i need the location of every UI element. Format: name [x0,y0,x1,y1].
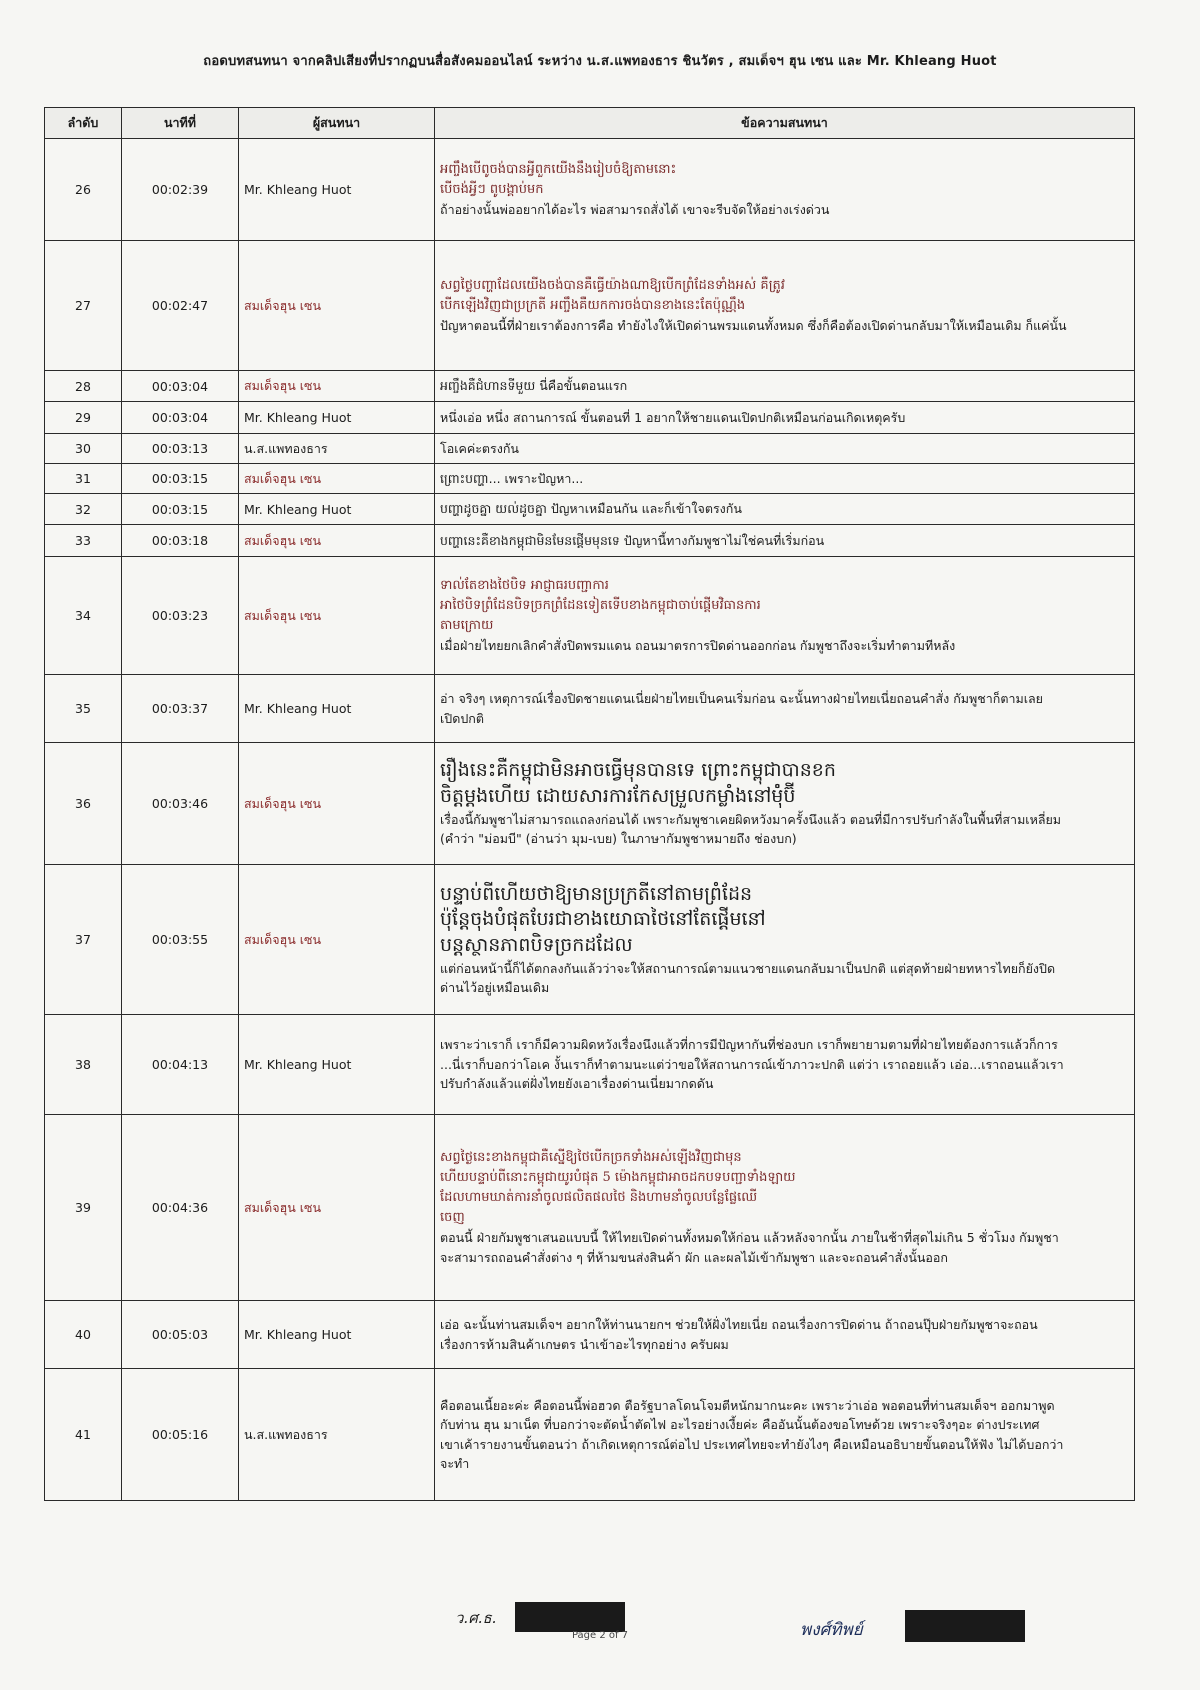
row-timestamp: 00:02:47 [122,241,239,371]
row-timestamp: 00:03:37 [122,675,239,743]
message-line: เอ่อ ฉะนั้นท่านสมเด็จฯ อยากให้ท่านนายกฯ ช่วยให้ฝั่งไทยเนี่ย ถอนเรื่องการปิดด่าน ถ้าถอนปุ๊บฝ่ายกัมพูชาจะถอน [440,1317,1038,1333]
message-line-khmer: ចេញ [440,1210,465,1226]
row-speaker: สมเด็จฮุน เซน [239,557,435,675]
message-line-khmer: ចិត្តម្តងហើយ ដោយសារការកែសម្រួលកម្លាំងនៅម៉ុំប៊ី [440,785,796,808]
row-speaker: สมเด็จฮุน เซน [239,371,435,402]
row-message [435,1115,1135,1301]
row-message [435,402,1135,434]
message-line: หนึ่งเอ่อ หนึ่ง สถานการณ์ ขั้นตอนที่ 1 อยากให้ชายแดนเปิดปกติเหมือนก่อนเกิดเหตุครับ [440,409,906,425]
row-speaker: สมเด็จฮุน เซน [239,241,435,371]
table-row [45,402,1135,434]
row-message [435,494,1135,525]
row-timestamp: 00:03:55 [122,865,239,1015]
document-title: ถอดบทสนทนา จากคลิปเสียงที่ปรากฏบนสื่อสังคมออนไลน์ ระหว่าง น.ส.แพทองธาร ชินวัตร , สมเด็จฯ ฮุน เซน และ Mr. Khleang Huot [203,54,997,69]
message-line: จะทำ [440,1455,470,1471]
message-line: បញ្ហានេះគឺខាងកម្ពុជាមិនមែនផ្តើមមុនទេ ปัญหานี้ทางกัมพูชาไม่ใช่คนที่เริ่มก่อน [440,532,825,548]
row-speaker: สมเด็จฮุน เซน [239,525,435,557]
message-line-khmer: អាថៃបិទព្រំដែនបិទច្រកព្រំដែនទៀតទើបខាងកម្ពុជាចាប់ផ្តើមវិធានការ [440,597,761,613]
table-header-row [45,108,1135,139]
row-number: 36 [45,743,122,865]
row-number: 39 [45,1115,122,1301]
row-number: 41 [45,1369,122,1501]
message-line-khmer: បើចង់អ្វីៗ ពូបង្គាប់មក [440,181,544,197]
row-message [435,241,1135,371]
row-message [435,865,1135,1015]
row-message [435,525,1135,557]
row-number: 38 [45,1015,122,1115]
header-time: นาทีที่ [122,108,239,139]
row-message [435,557,1135,675]
message-line: ถ้าอย่างนั้นพ่ออยากได้อะไร พ่อสามารถสั่งได้ เขาจะรีบจัดให้อย่างเร่งด่วน [440,201,830,217]
message-line: กับท่าน ฮุน มาเน็ต ที่บอกว่าจะตัดน้ำตัดไฟ อะไรอย่างเงี้ยค่ะ คืออันนั้นต้องขอโทษด้วย เพราะจริงๆอะ ต่างประเทศ [440,1417,1040,1433]
signature-right-text: พงศ์ทิพย์ [800,1620,863,1640]
row-number: 26 [45,139,122,241]
message-line: เมื่อฝ่ายไทยยกเลิกคำสั่งปิดพรมแดน ถอนมาตรการปิดด่านออกก่อน กัมพูชาถึงจะเริ่มทำตามทีหลัง [440,638,956,654]
message-line-khmer: បន្តស្ថានភាពបិទច្រកដដែល [440,933,633,956]
row-number: 30 [45,434,122,464]
message-line-khmer: អញ្ចឹងបើពូចង់បានអ្វីពួកយើងនឹងរៀបចំឱ្យតាមនោះ [440,161,677,177]
table-row [45,241,1135,371]
message-line: เปิดปกติ [440,710,484,726]
message-line: ព្រោះបញ្ហា... เพราะปัญหา... [440,470,584,486]
row-message [435,139,1135,241]
row-timestamp: 00:03:15 [122,494,239,525]
row-message [435,464,1135,494]
row-speaker: สมเด็จฮุน เซน [239,743,435,865]
message-line: เรื่องการห้ามสินค้าเกษตร นำเข้าอะไรทุกอย่าง ครับผม [440,1336,729,1352]
row-speaker: Mr. Khleang Huot [239,494,435,525]
row-timestamp: 00:03:13 [122,434,239,464]
message-line: คือตอนเนี้ยอะค่ะ คือตอนนี้พ่อฮวด ตือรัฐบาลโดนโจมตีหนักมากนะคะ เพราะว่าเอ่อ พอตอนที่ท่านสมเด็จฯ ออกมาพูด [440,1397,1055,1413]
row-number: 35 [45,675,122,743]
table-row [45,1369,1135,1501]
row-timestamp: 00:03:18 [122,525,239,557]
table-row [45,1301,1135,1369]
message-line: ปัญหาตอนนี้ที่ฝ่ายเราต้องการคือ ทำยังไงให้เปิดด่านพรมแดนทั้งหมด ซึ่งก็คือต้องเปิดด่านกลับมาให้เหมือนเดิม ก็แค่นั้น [440,317,1067,333]
row-number: 40 [45,1301,122,1369]
signature-left-text: ว.ศ.ธ. [455,1609,497,1627]
row-number: 28 [45,371,122,402]
redaction-block [515,1602,625,1632]
row-number: 32 [45,494,122,525]
row-number: 33 [45,525,122,557]
message-line: เพราะว่าเราก็ เราก็มีความผิดหวังเรื่องนึงแล้วที่การมีปัญหากันที่ช่องบก เราก็พยายามตามที่ฝ่ายไทยต้องการแล้วก็การ [440,1037,1058,1053]
row-timestamp: 00:03:15 [122,464,239,494]
row-timestamp: 00:03:04 [122,402,239,434]
message-line-khmer: ប៉ុន្តែចុងបំផុតបែរជាខាងយោធាថៃនៅតែផ្តើមនៅ [440,908,766,931]
table-row [45,434,1135,464]
row-timestamp: 00:05:16 [122,1369,239,1501]
message-line: ปรับกำลังแล้วแต่ฝั่งไทยยังเอาเรื่องด่านเนี่ยมากดดัน [440,1076,714,1092]
row-speaker: Mr. Khleang Huot [239,139,435,241]
row-speaker: Mr. Khleang Huot [239,1301,435,1369]
message-line: จะสามารถถอนคำสั่งต่าง ๆ ที่ห้ามขนส่งสินค้า ผัก และผลไม้เข้ากัมพูชา และจะถอนคำสั่งนั้นออก [440,1249,948,1265]
page-footer [0,1580,1200,1680]
message-line: แต่ก่อนหน้านี้ก็ได้ตกลงกันแล้วว่าจะให้สถานการณ์ตามแนวชายแดนกลับมาเป็นปกติ แต่สุดท้ายฝ่ายทหารไทยก็ยังปิด [440,960,1056,976]
row-speaker: น.ส.แพทองธาร [239,434,435,464]
message-line-khmer: តាមក្រោយ [440,617,494,633]
table-row [45,139,1135,241]
table-row [45,371,1135,402]
message-line: เรื่องนี้กัมพูชาไม่สามารถแถลงก่อนได้ เพราะกัมพูชาเคยผิดหวังมาครั้งนึงแล้ว ตอนที่มีการปรับกำลังในพื้นที่สามเหลี่ยม [440,811,1062,827]
message-line: បញ្ហាដូចគ្នា យល់ដូចគ្នា ปัญหาเหมือนกัน และก็เข้าใจตรงกัน [440,501,742,517]
message-line: อ่า จริงๆ เหตุการณ์เรื่องปิดชายแดนเนี่ยฝ่ายไทยเป็นคนเริ่มก่อน ฉะนั้นทางฝ่ายไทยเนี่ยถอนคำสั่ง กัมพูชาก็ตามเลย [440,691,1043,707]
message-line: ด่านไว้อยู่เหมือนเดิม [440,979,550,995]
transcript-table [44,107,1135,1501]
message-line: (คำว่า "ม่อมบี" (อ่านว่า มุม-เบย) ในภาษากัมพูชาหมายถึง ช่องบก) [440,831,797,847]
page-number: Page 2 of 7 [571,1630,629,1641]
row-timestamp: 00:04:13 [122,1015,239,1115]
row-message [435,434,1135,464]
row-message [435,371,1135,402]
row-message [435,1015,1135,1115]
row-timestamp: 00:03:23 [122,557,239,675]
message-line-khmer: បន្ទាប់ពីហើយថាឱ្យមានប្រក្រតីនៅតាមព្រំដែន [440,882,753,905]
table-row [45,743,1135,865]
row-timestamp: 00:03:46 [122,743,239,865]
row-speaker: สมเด็จฮุน เซน [239,865,435,1015]
row-timestamp: 00:04:36 [122,1115,239,1301]
message-line-khmer: បើកឡើងវិញជាប្រក្រតី អញ្ចឹងគឺយកការចង់បានខាងនេះតែប៉ុណ្ណឹង [440,297,746,313]
message-line: เขาเค้ารายงานขั้นตอนว่า ถ้าเกิดเหตุการณ์ต่อไป ประเทศไทยจะทำยังไงๆ คือเหมือนอธิบายขั้นตอนให้ฟัง ไม่ได้บอกว่า [440,1436,1064,1452]
row-number: 31 [45,464,122,494]
row-speaker: Mr. Khleang Huot [239,1015,435,1115]
row-timestamp: 00:02:39 [122,139,239,241]
message-line-khmer: ដែលហាមឃាត់ការនាំចូលផលិតផលថៃ និងហាមនាំចូលបន្លែផ្លែឈើ [440,1190,758,1206]
message-line-khmer: រឿងនេះគឺកម្ពុជាមិនអាចធ្វើមុនបានទេ ព្រោះកម្ពុជាបានខក [440,759,836,782]
row-speaker: Mr. Khleang Huot [239,675,435,743]
message-line: ...นี่เราก็บอกว่าโอเค งั้นเราก็ทำตามนะแต่ว่าขอให้สถานการณ์เข้าภาวะปกติ แต่ว่า เราถอยแล้ว เอ่อ...เราถอนแล้วเรา [440,1056,1064,1072]
table-row [45,865,1135,1015]
message-line-khmer: ទាល់តែខាងថៃបិទ អាជ្ញាធរបញ្ជាការ [440,577,609,593]
row-speaker: สมเด็จฮุน เซน [239,1115,435,1301]
row-number: 37 [45,865,122,1015]
table-row [45,1115,1135,1301]
message-line-khmer: ហើយបន្ទាប់ពីនោះកម្ពុជាយូរបំផុត 5 ម៉ោងកម្ពុជាអាចដកបទបញ្ជាទាំងឡាយ [440,1169,796,1185]
table-row [45,1015,1135,1115]
row-message [435,675,1135,743]
header-speaker: ผู้สนทนา [239,108,435,139]
row-message [435,743,1135,865]
table-row [45,464,1135,494]
message-line: ตอนนี้ ฝ่ายกัมพูชาเสนอแบบนี้ ให้ไทยเปิดด่านทั้งหมดให้ก่อน แล้วหลังจากนั้น ภายในช้าที่สุดไม่เกิน 5 ชั่วโมง กัมพูชา [440,1230,1059,1246]
row-number: 34 [45,557,122,675]
row-timestamp: 00:05:03 [122,1301,239,1369]
table-row [45,525,1135,557]
table-row [45,675,1135,743]
message-line-khmer: សព្វថ្ងៃនេះខាងកម្ពុជាគឺស្នើឱ្យថៃបើកច្រកទាំងអស់ឡើងវិញជាមុន [440,1149,742,1165]
header-message: ข้อความสนทนา [435,108,1135,139]
row-message [435,1369,1135,1501]
header-no: ลำดับ [45,108,122,139]
row-message [435,1301,1135,1369]
message-line: โอเคค่ะตรงกัน [440,440,519,456]
table-row [45,557,1135,675]
row-speaker: สมเด็จฮุน เซน [239,464,435,494]
message-line: អញ្ចឹងគឺជំហានទីមួយ นี่คือขั้นตอนแรก [440,378,628,394]
message-line-khmer: សព្វថ្ងៃបញ្ហាដែលយើងចង់បានគឺធ្វើយ៉ាងណាឱ្យបើកព្រំដែនទាំងអស់ គឺត្រូវ [440,277,785,293]
row-speaker: น.ส.แพทองธาร [239,1369,435,1501]
table-row [45,494,1135,525]
row-number: 29 [45,402,122,434]
row-number: 27 [45,241,122,371]
row-speaker: Mr. Khleang Huot [239,402,435,434]
row-timestamp: 00:03:04 [122,371,239,402]
